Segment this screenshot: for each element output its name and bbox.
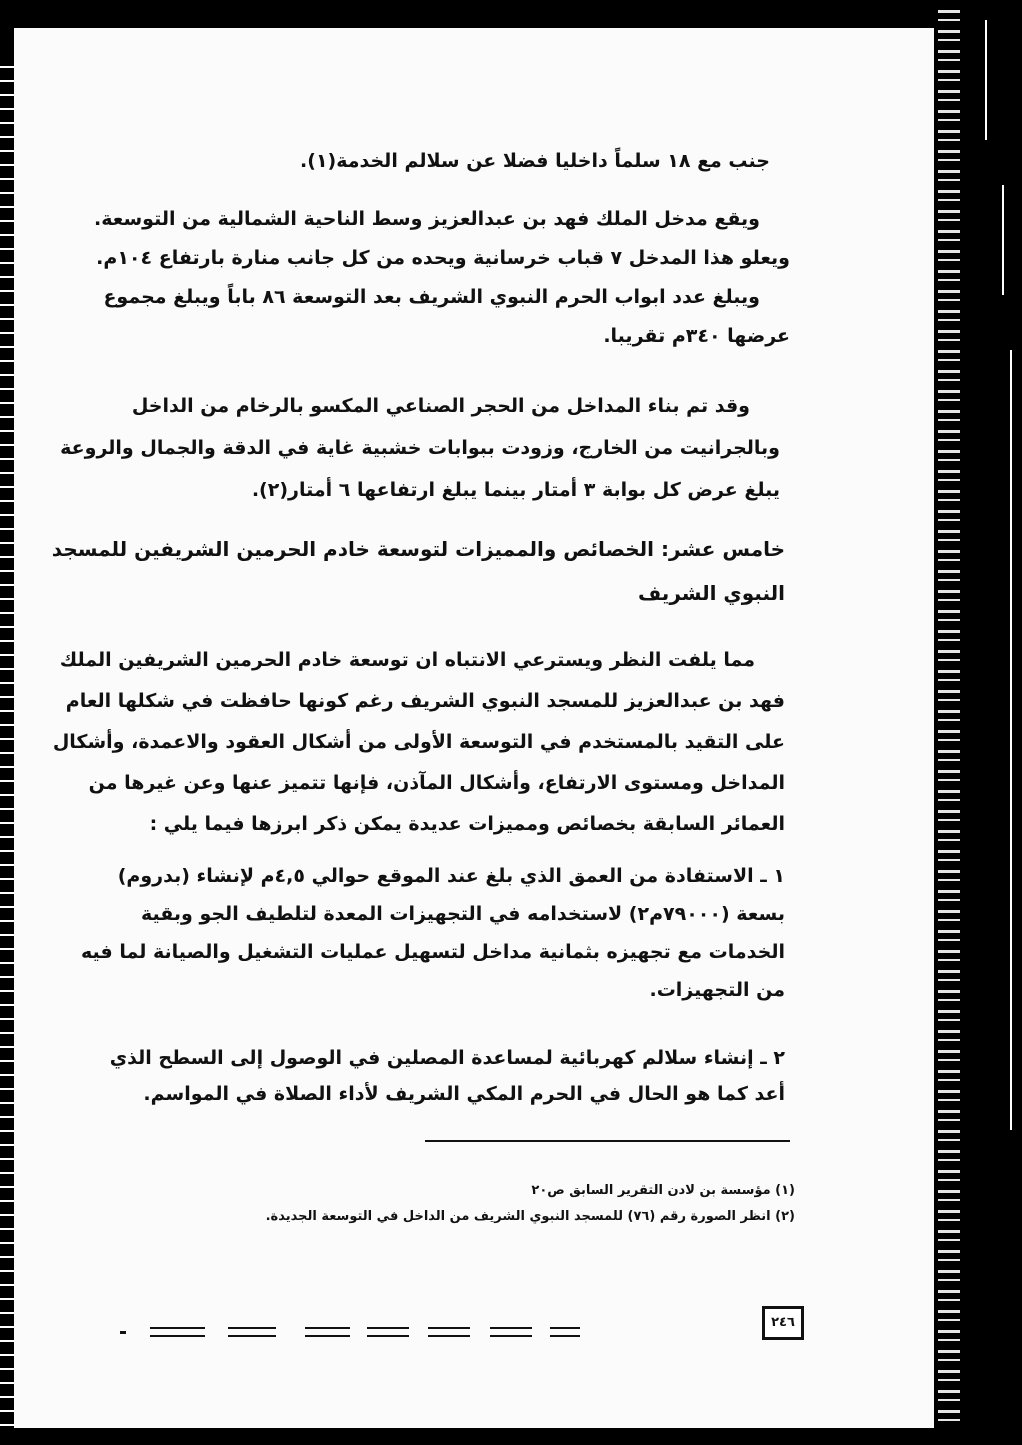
scan-bottom-border bbox=[0, 1428, 1022, 1445]
text-line: من التجهيزات. bbox=[649, 979, 785, 1001]
paragraph-entrance bbox=[94, 200, 790, 356]
text-line: العمائر السابقة بخصائص ومميزات عديدة يمكن ذكر ابرزها فيما يلي : bbox=[149, 813, 785, 835]
paragraph-continuation bbox=[300, 140, 770, 182]
footer-rule bbox=[490, 1327, 532, 1337]
footnote-2: (٢) انظر الصورة رقم (٧٦) للمسجد النبوي الشريف من الداخل في التوسعة الجديدة. bbox=[265, 1209, 795, 1224]
footer-mark bbox=[120, 1331, 126, 1334]
scan-top-border bbox=[0, 0, 1022, 30]
heading-line: النبوي الشريف bbox=[637, 581, 785, 605]
text-line: وقد تم بناء المداخل من الحجر الصناعي المكسو بالرخام من الداخل bbox=[131, 395, 750, 417]
binding-line bbox=[1002, 185, 1004, 295]
text-line: ويبلغ عدد ابواب الحرم النبوي الشريف بعد التوسعة ٨٦ باباً ويبلغ مجموع bbox=[103, 286, 760, 308]
text-line: ويعلو هذا المدخل ٧ قباب خرسانية ويحده من كل جانب منارة بارتفاع ١٠٤م. bbox=[96, 247, 790, 269]
text-line: بسعة (٧٩٠٠٠م٢) لاستخدامه في التجهيزات المعدة لتلطيف الجو وبقية bbox=[140, 903, 785, 925]
footnote-separator bbox=[425, 1140, 790, 1142]
footer-rule bbox=[305, 1327, 350, 1337]
text-line: يبلغ عرض كل بوابة ٣ أمتار بينما يبلغ ارتفاعها ٦ أمتار(٢). bbox=[251, 479, 780, 501]
text-line: ويقع مدخل الملك فهد بن عبدالعزيز وسط الناحية الشمالية من التوسعة. bbox=[94, 208, 760, 230]
text-line: ١ ـ الاستفادة من العمق الذي بلغ عند الموقع حوالي ٤,٥م لإنشاء (بدروم) bbox=[117, 865, 785, 887]
text-line: ٢ ـ إنشاء سلالم كهربائية لمساعدة المصلين في الوصول إلى السطح الذي bbox=[109, 1047, 785, 1069]
text-line: الخدمات مع تجهيزه بثمانية مداخل لتسهيل عمليات التشغيل والصيانة لما فيه bbox=[80, 941, 785, 963]
text-line: المداخل ومستوى الارتفاع، وأشكال المآذن، فإنها تتميز عنها وعن غيرها من bbox=[88, 772, 785, 794]
text-line: وبالجرانيت من الخارج، وزودت ببوابات خشبية غاية في الدقة والجمال والروعة bbox=[60, 437, 780, 459]
footnote-1: (١) مؤسسة بن لادن التقرير السابق ص٢٠ bbox=[531, 1183, 795, 1198]
list-item-2 bbox=[95, 1040, 785, 1112]
paragraph-features-intro bbox=[52, 640, 785, 845]
text-line: فهد بن عبدالعزيز للمسجد النبوي الشريف رغم كونها حافظت في شكلها العام bbox=[65, 690, 785, 712]
text-line: أعد كما هو الحال في الحرم المكي الشريف لأداء الصلاة في المواسم. bbox=[143, 1083, 785, 1105]
scan-left-edge bbox=[0, 60, 14, 1445]
binding-line bbox=[1010, 350, 1012, 1130]
footer-rule bbox=[550, 1327, 580, 1337]
paragraph-gates bbox=[60, 385, 780, 511]
page-number: ٢٤٦ bbox=[762, 1306, 804, 1340]
footer-rule bbox=[367, 1327, 409, 1337]
footer-rule bbox=[150, 1327, 205, 1337]
text-line: جنب مع ١٨ سلماً داخليا فضلا عن سلالم الخدمة(١). bbox=[300, 150, 770, 172]
text-line: عرضها ٣٤٠م تقريبا. bbox=[603, 325, 790, 347]
binding-line bbox=[985, 20, 987, 140]
footer-rule bbox=[428, 1327, 470, 1337]
scan-binding-strip bbox=[938, 10, 960, 1430]
footer-rule bbox=[228, 1327, 276, 1337]
section-heading bbox=[51, 527, 785, 615]
text-line: مما يلفت النظر ويسترعي الانتباه ان توسعة خادم الحرمين الشريفين الملك bbox=[59, 649, 755, 671]
heading-line: خامس عشر: الخصائص والمميزات لتوسعة خادم الحرمين الشريفين للمسجد bbox=[51, 537, 785, 561]
list-item-1 bbox=[80, 857, 785, 1009]
text-line: على التقيد بالمستخدم في التوسعة الأولى من أشكال العقود والاعمدة، وأشكال bbox=[52, 731, 785, 753]
